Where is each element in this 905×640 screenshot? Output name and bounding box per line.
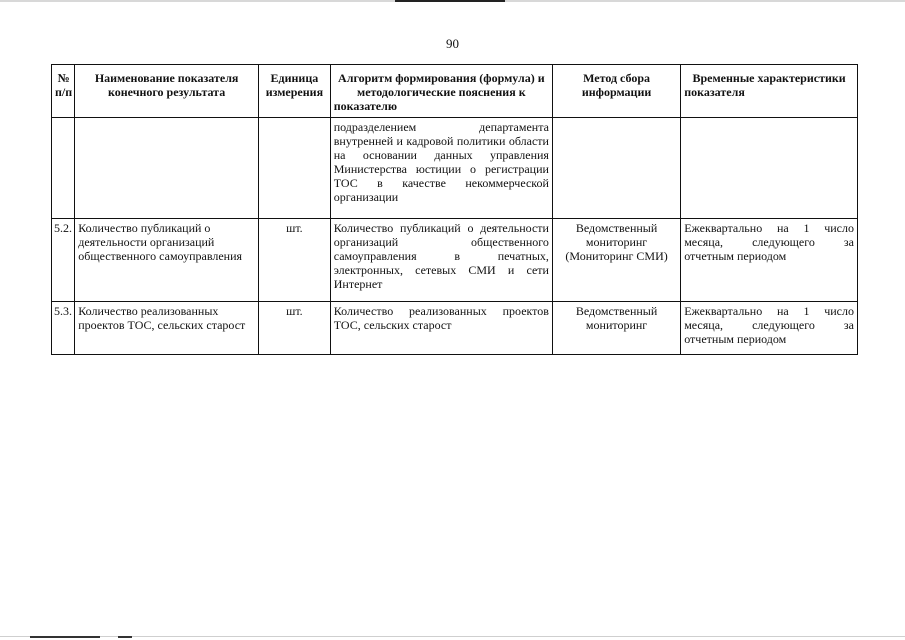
table-header-row: [52, 65, 858, 118]
cell-unit: шт.: [259, 219, 331, 302]
header-algorithm: Алгоритм формирования (формула) и методологические пояснения к показателю: [330, 65, 552, 118]
cell-timing: Ежеквартально на 1 число месяца, следующего за отчетным периодом: [681, 302, 858, 355]
table-row: [52, 302, 858, 355]
page-number: 90: [446, 36, 459, 51]
scan-mark-top: [395, 0, 505, 2]
header-unit: Единица измерения: [259, 65, 331, 118]
header-name: Наименование показателя конечного результата: [75, 65, 259, 118]
cell-name: [75, 118, 259, 219]
cell-num: 5.2.: [52, 219, 75, 302]
table-row: [52, 118, 858, 219]
cell-num: 5.3.: [52, 302, 75, 355]
scan-mark-bottom: [30, 636, 100, 638]
header-method: Метод сбора информации: [552, 65, 680, 118]
cell-num: [52, 118, 75, 219]
scan-edge-bottom: [0, 636, 905, 637]
cell-algorithm: подразделением департамента внутренней и кадровой политики области на основании данных управления Министерства юстиции о регистрации ТОС в качестве некоммерческой организации: [330, 118, 552, 219]
cell-timing: Ежеквартально на 1 число месяца, следующего за отчетным периодом: [681, 219, 858, 302]
cell-name: Количество реализованных проектов ТОС, сельских старост: [75, 302, 259, 355]
cell-algorithm: Количество реализованных проектов ТОС, сельских старост: [330, 302, 552, 355]
cell-timing: [681, 118, 858, 219]
cell-algorithm: Количество публикаций о деятельности организаций общественного самоуправления в печатных, электронных, сетевых СМИ и сети Интернет: [330, 219, 552, 302]
cell-method: Ведомственный мониторинг (Мониторинг СМИ): [552, 219, 680, 302]
cell-method: Ведомственный мониторинг: [552, 302, 680, 355]
scan-mark-bottom-small: [118, 636, 132, 638]
header-timing: Временные характеристики показателя: [681, 65, 858, 118]
cell-unit: [259, 118, 331, 219]
cell-name: Количество публикаций о деятельности организаций общественного самоуправления: [75, 219, 259, 302]
cell-method: [552, 118, 680, 219]
indicators-table: [51, 64, 858, 355]
header-num: № п/п: [52, 65, 75, 118]
cell-unit: шт.: [259, 302, 331, 355]
table-row: [52, 219, 858, 302]
